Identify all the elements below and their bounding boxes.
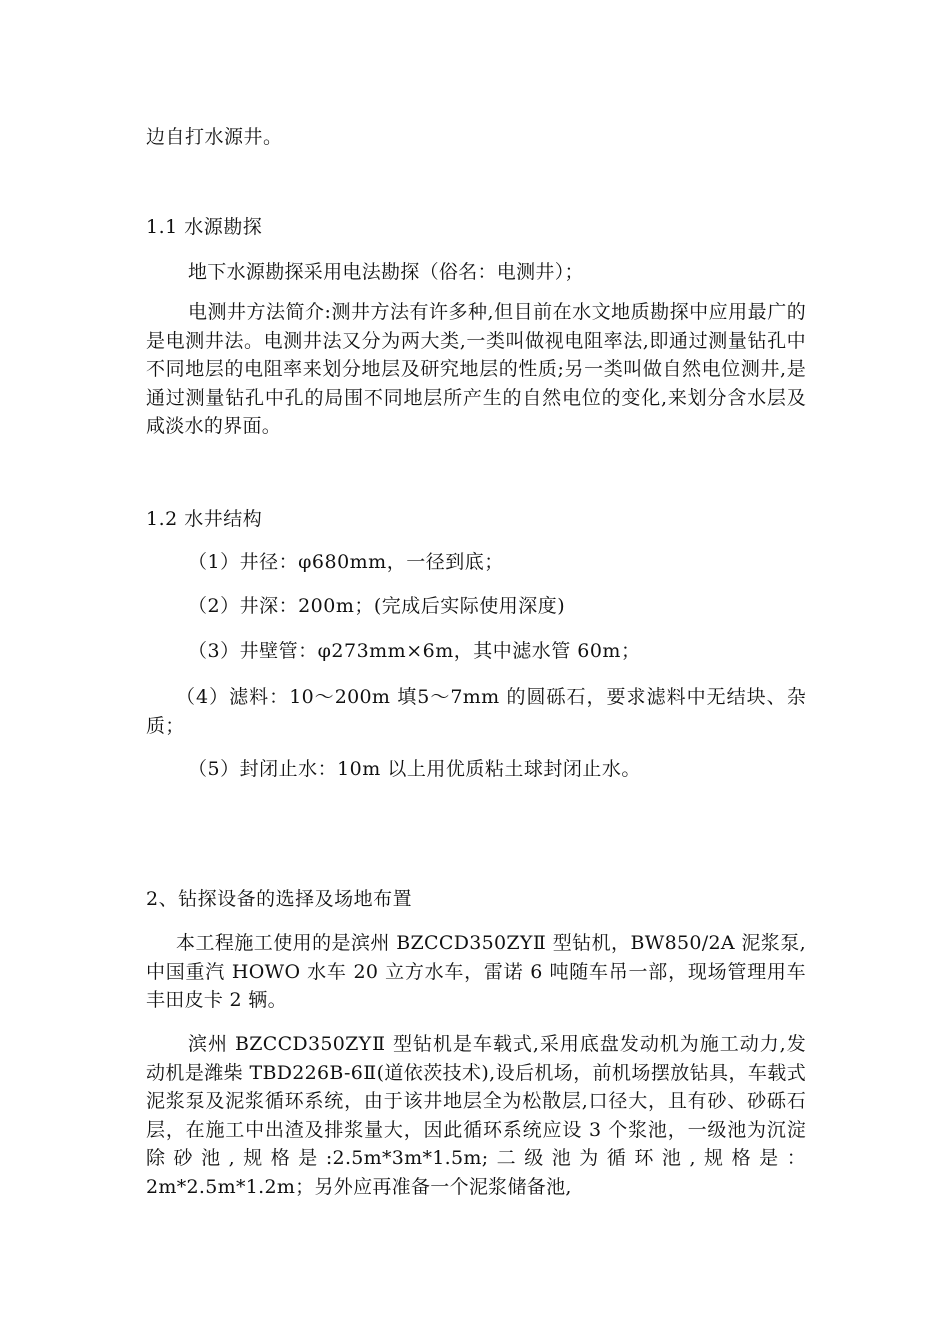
structure-item-2: （2）井深：200m；(完成后实际使用深度) [188, 595, 566, 617]
structure-item-3: （3）井壁管：φ273mm×6m，其中滤水管 60m； [188, 640, 641, 662]
section-heading-2: 2、钻探设备的选择及场地布置 [146, 888, 413, 910]
section-heading-1-1: 1.1 水源勘探 [146, 216, 263, 238]
section-heading-1-2: 1.2 水井结构 [146, 508, 263, 530]
equipment-paragraph: 本工程施工使用的是滨州 BZCCD350ZYⅡ 型钻机，BW850/2A 泥浆泵,中国重汽 HOWO 水车 20 立方水车，雷诺 6 吨随车吊一部，现场管理用车丰田皮卡 2 辆。 [146, 932, 806, 1012]
survey-paragraph: 地下水源勘探采用电法勘探（俗名：电测井）； [188, 261, 584, 283]
structure-item-1: （1）井径：φ680mm，一径到底； [188, 551, 504, 573]
structure-item-5: （5）封闭止水：10m 以上用优质粘土球封闭止水。 [188, 758, 641, 780]
structure-item-4: （4）滤料：10～200m 填5～7mm 的圆砾石，要求滤料中无结块、杂质； [146, 686, 806, 737]
rig-paragraph: 滨州 BZCCD350ZYⅡ 型钻机是车载式,采用底盘发动机为施工动力,发动机是潍柴 TBD226B-6Ⅱ(道依茨技术),设后机场，前机场摆放钻具，车载式泥浆泵及泥浆循环系统，由于该井地层全为松散层,口径大，且有砂、砂砾石层，在施工中出渣及排浆量大，因此循环系统应设 3 个浆池，一级池为沉淀除砂池,规格是:2.5m*3m*1.5m;二级池为循环池,规格是：2m*2.5m*1.2m；另外应再准备一个泥浆储备池, [146, 1033, 806, 1198]
method-paragraph: 电测井方法简介:测井方法有许多种,但目前在水文地质勘探中应用最广的是电测井法。电测井法又分为两大类,一类叫做视电阻率法,即通过测量钻孔中不同地层的电阻率来划分地层及研究地层的性质;另一类叫做自然电位测井,是通过测量钻孔中孔的局围不同地层所产生的自然电位的变化,来划分含水层及咸淡水的界面。 [146, 301, 806, 438]
intro-paragraph: 边自打水源井。 [146, 126, 283, 148]
